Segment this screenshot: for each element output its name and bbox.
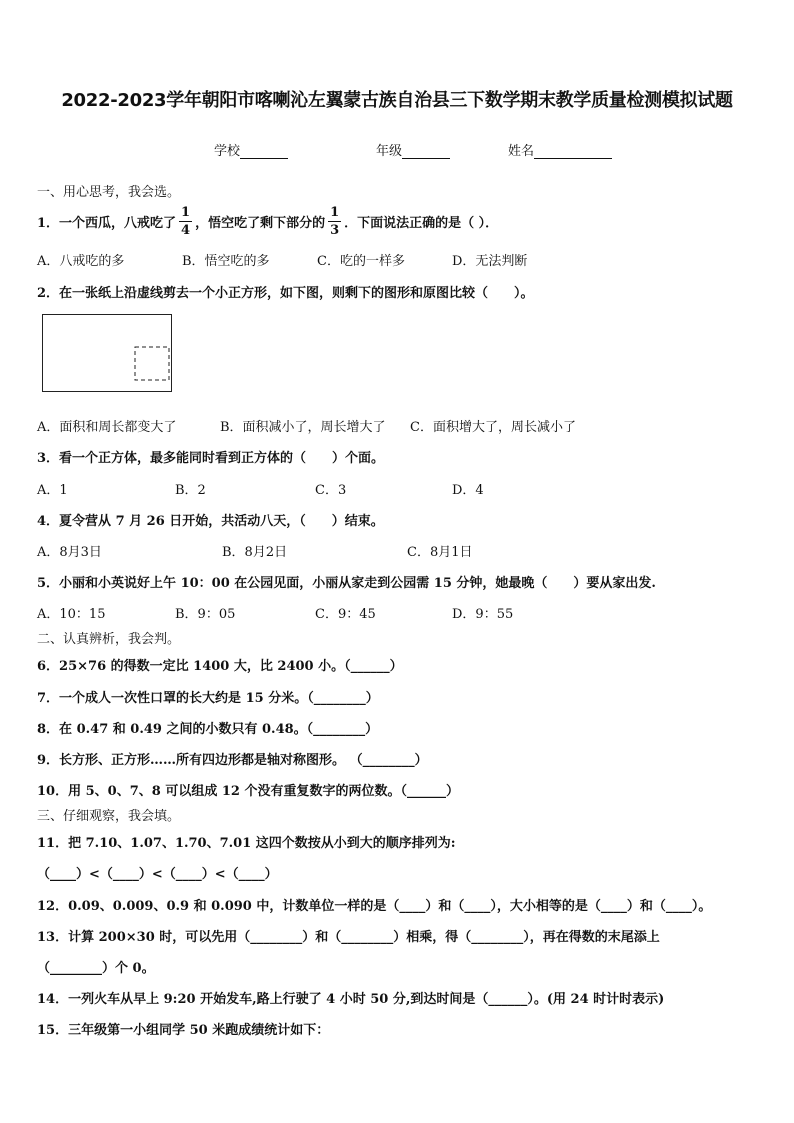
- question-11: 11．把 7.10、1.07、1.70、7.01 这四个数按从小到大的顺序排列为:: [37, 836, 456, 851]
- grade-field: [376, 140, 450, 159]
- q1-fraction-1: $\frac{1}{4}$: [181, 204, 191, 238]
- section-2-heading: 二、认真辨析，我会判。: [37, 632, 181, 647]
- q4-option-c[interactable]: C．8月1日: [407, 545, 473, 560]
- dashed-square: [135, 347, 169, 380]
- question-12: 12．0.09、0.009、0.9 和 0.090 中，计数单位一样的是（____）和（____），大小相等的是（____）和（____）。: [37, 899, 712, 914]
- question-13-continued: （________）个 0。: [37, 961, 155, 976]
- q2-options: [37, 416, 757, 434]
- question-3: 3．看一个正方体，最多能同时看到正方体的（ ）个面。: [37, 451, 385, 466]
- q1-option-c[interactable]: C．吃的一样多: [317, 254, 405, 269]
- question-13: 13．计算 200×30 时，可以先用（________）和（________）相乘，得（________），再在得数的末尾添上: [37, 930, 660, 945]
- q3-option-b[interactable]: B．2: [175, 483, 206, 498]
- q5-option-d[interactable]: D．9：55: [452, 607, 514, 622]
- q2-option-a[interactable]: A．面积和周长都变大了: [37, 420, 177, 435]
- question-1: [37, 204, 498, 238]
- q4-option-b[interactable]: B．8月2日: [222, 545, 288, 560]
- q1-text-pre: 1．一个西瓜，八戒吃了: [37, 215, 177, 231]
- q1-options: [37, 250, 757, 268]
- q4-option-a[interactable]: A．8月3日: [37, 545, 102, 560]
- q3-option-d[interactable]: D．4: [452, 483, 484, 498]
- q1-text-post: ．下面说法正确的是（ ）．: [344, 215, 499, 231]
- page-title: 2022-2023学年朝阳市喀喇沁左翼蒙古族自治县三下数学期末教学质量检测模拟试题: [61, 90, 733, 111]
- q4-options: [37, 541, 757, 559]
- name-label: 姓名: [508, 144, 535, 159]
- q3-option-a[interactable]: A．1: [37, 483, 68, 498]
- grade-blank[interactable]: [402, 144, 450, 159]
- question-2: 2．在一张纸上沿虚线剪去一个小正方形，如下图，则剩下的图形和原图比较（ ）。: [37, 286, 534, 301]
- q5-options: [37, 603, 757, 621]
- q2-option-c[interactable]: C．面积增大了，周长减小了: [410, 420, 576, 435]
- grade-label: 年级: [376, 144, 403, 159]
- q1-option-a[interactable]: A．八戒吃的多: [37, 254, 125, 269]
- q1-option-b[interactable]: B．悟空吃的多: [182, 254, 270, 269]
- question-6: 6．25×76 的得数一定比 1400 大，比 2400 小。（______）: [37, 659, 403, 674]
- question-4: 4．夏令营从 7 月 26 日开始，共活动八天，（ ）结束。: [37, 514, 384, 529]
- q5-option-a[interactable]: A．10：15: [37, 607, 106, 622]
- section-1-heading: 一、用心思考，我会选。: [37, 185, 181, 200]
- school-field: [214, 140, 288, 159]
- q3-options: [37, 479, 757, 497]
- question-15: 15．三年级第一小组同学 50 米跑成绩统计如下：: [37, 1023, 330, 1038]
- name-field: [508, 140, 612, 159]
- q5-option-b[interactable]: B．9：05: [175, 607, 236, 622]
- question-10: 10．用 5、0、7、8 可以组成 12 个没有重复数字的两位数。（______）: [37, 784, 459, 799]
- question-5: 5．小丽和小英说好上午 10：00 在公园见面，小丽从家走到公园需 15 分钟，她最晚（ ）要从家出发.: [37, 576, 656, 591]
- q1-text-mid: ，悟空吃了剩下部分的: [195, 215, 326, 231]
- student-info-fields: [0, 140, 794, 160]
- question-14: 14．一列火车从早上 9:20 开始发车,路上行驶了 4 小时 50 分,到达时间是（______）。(用 24 时计时表示): [37, 992, 665, 1007]
- question-11-blanks[interactable]: （____）<（____）<（____）<（____）: [37, 867, 278, 882]
- paper-rectangle: [43, 315, 172, 392]
- q1-fraction-2: $\frac{1}{3}$: [330, 204, 340, 238]
- school-blank[interactable]: [240, 144, 288, 159]
- q2-option-b[interactable]: B．面积减小了，周长增大了: [220, 420, 386, 435]
- question-8: 8．在 0.47 和 0.49 之间的小数只有 0.48。（________）: [37, 722, 379, 737]
- question-7: 7．一个成人一次性口罩的长大约是 15 分米。（________）: [37, 691, 379, 706]
- name-blank[interactable]: [534, 144, 612, 159]
- school-label: 学校: [214, 144, 241, 159]
- cut-square-figure: [42, 314, 172, 392]
- q5-option-c[interactable]: C．9：45: [315, 607, 376, 622]
- question-9: 9．长方形、正方形……所有四边形都是轴对称图形。 （________）: [37, 753, 428, 768]
- q1-option-d[interactable]: D．无法判断: [452, 254, 528, 269]
- section-3-heading: 三、仔细观察，我会填。: [37, 809, 181, 824]
- q3-option-c[interactable]: C．3: [315, 483, 347, 498]
